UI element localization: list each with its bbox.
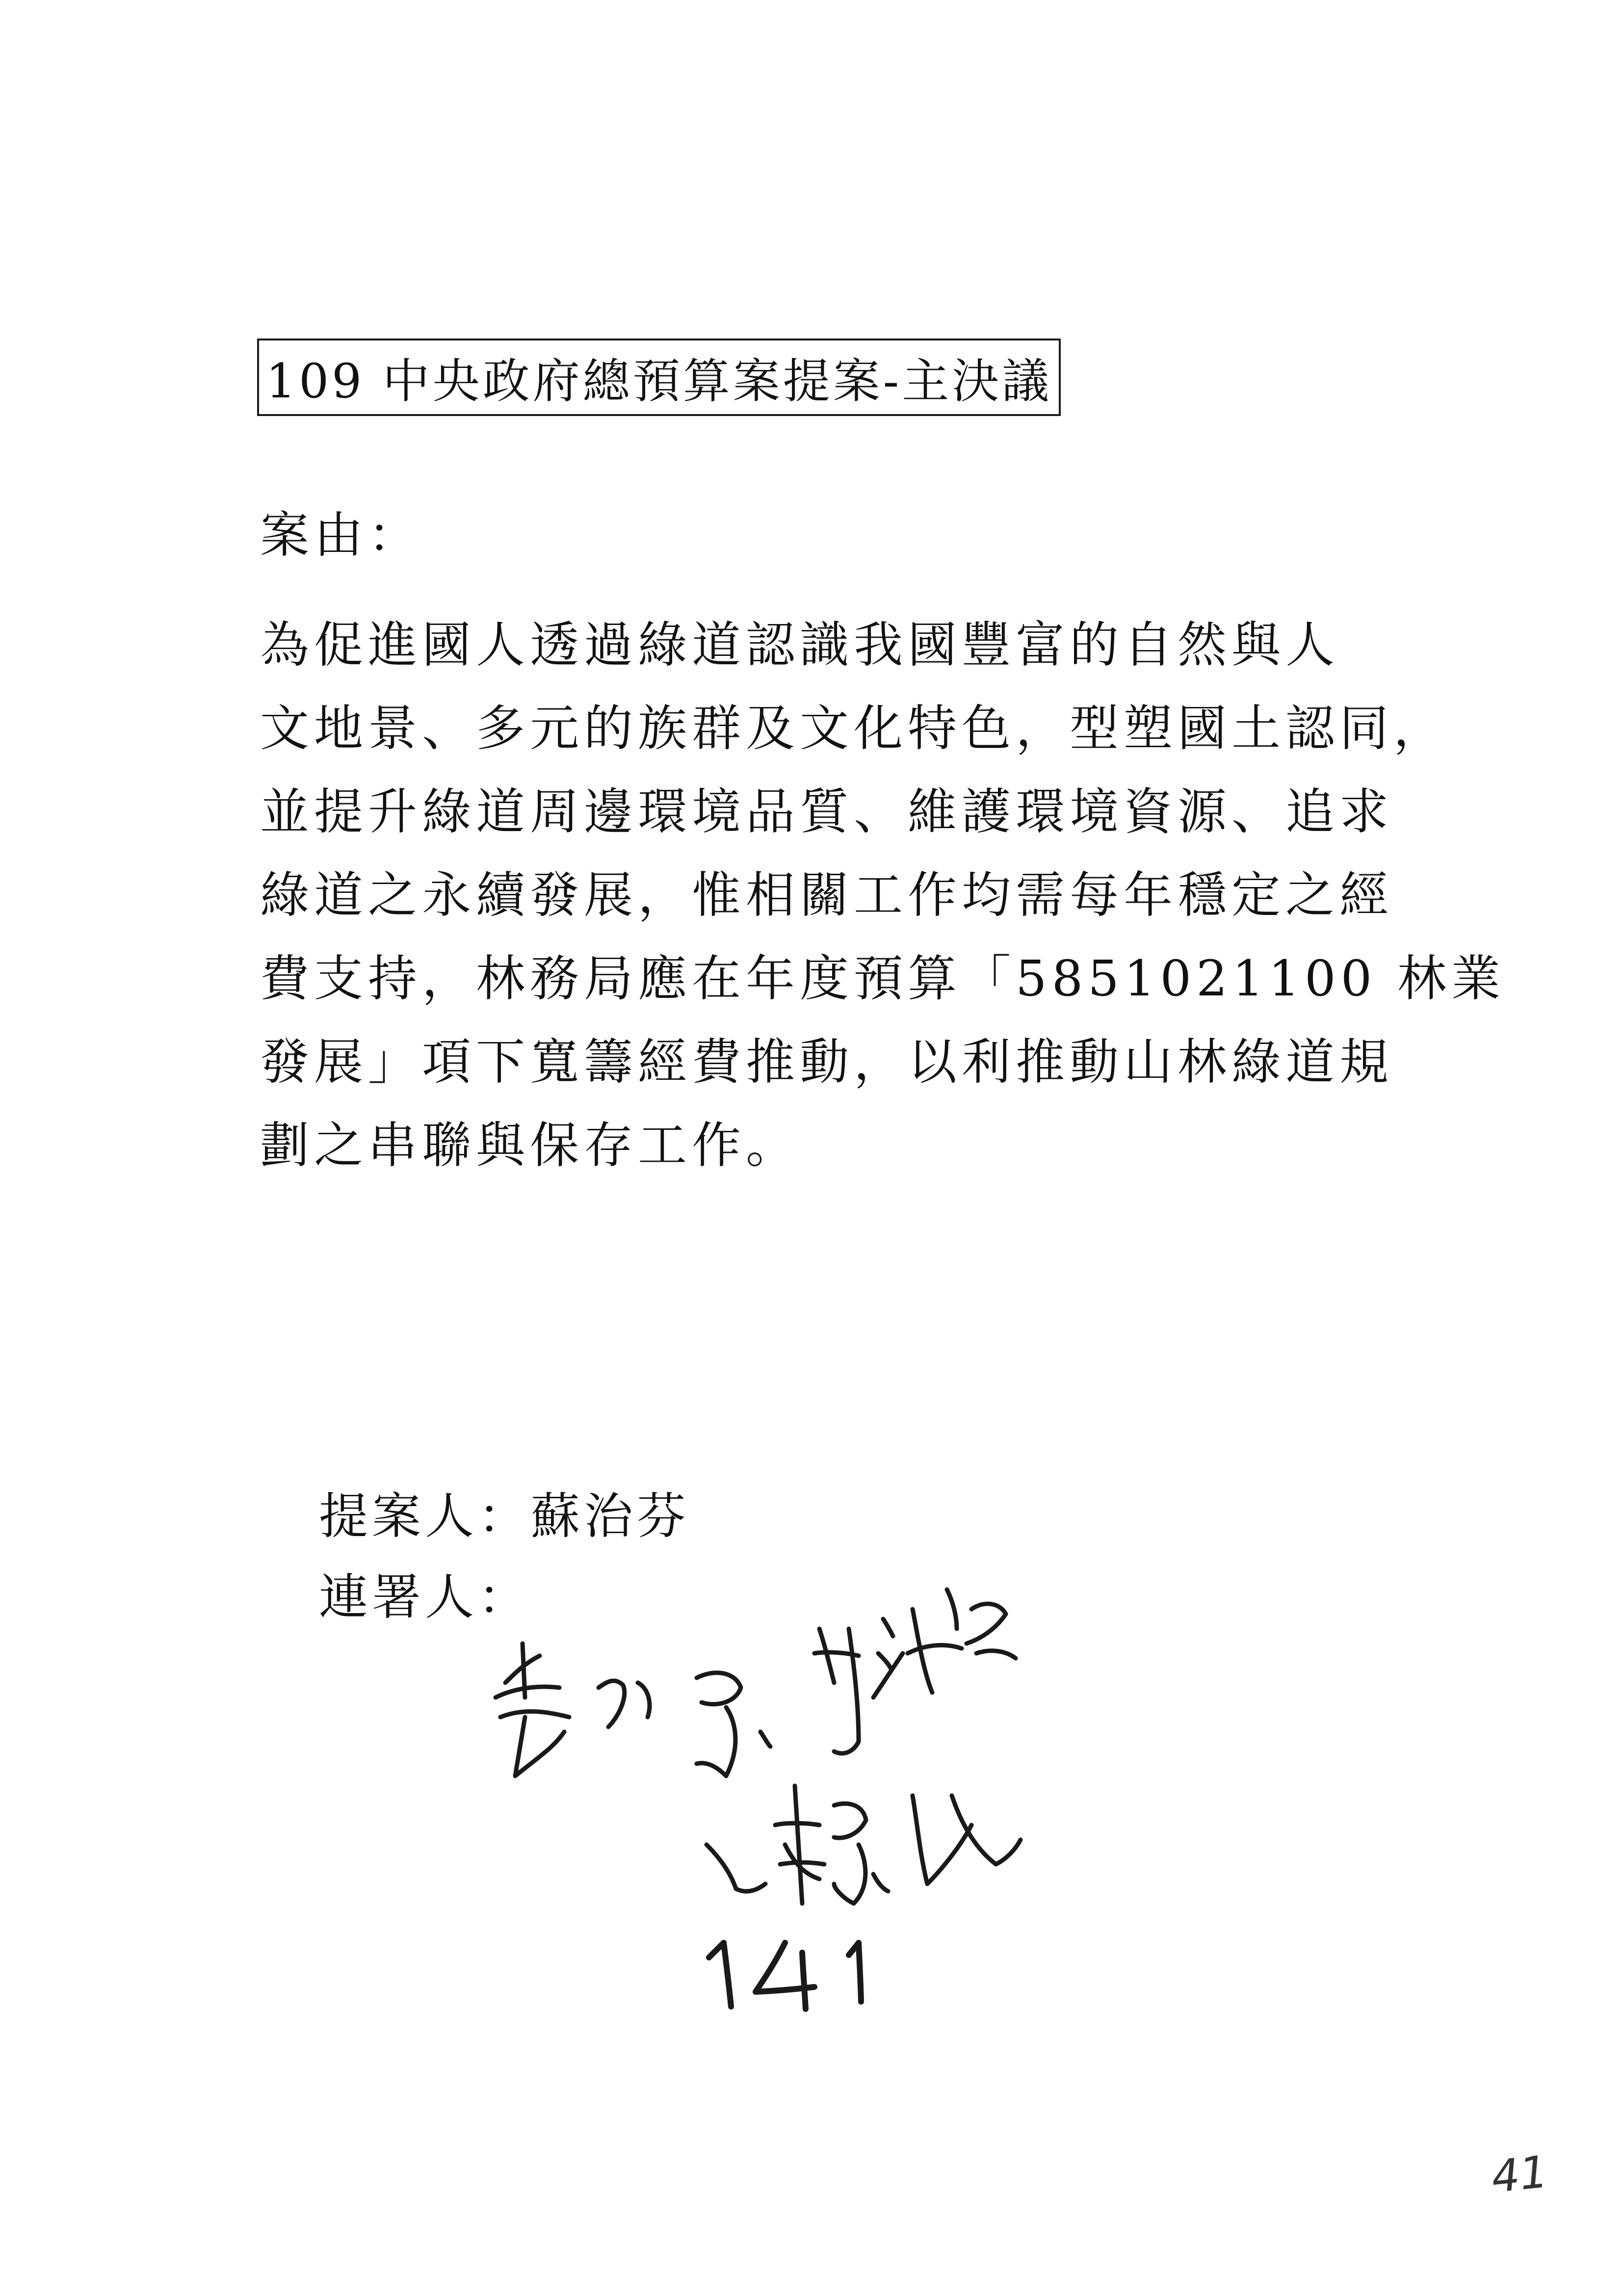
body-line: 並提升綠道周邊環境品質、維護環境資源、追求 [260, 783, 1393, 840]
signature-3 [707, 1786, 1021, 1904]
signature-2 [814, 1590, 1016, 1753]
body-line: 綠道之永續發展，惟相關工作均需每年穩定之經 [260, 866, 1393, 924]
proposer-line: 提案人：蘇治芬 [319, 1487, 690, 1545]
body-line: 劃之串聯與保存工作。 [260, 1117, 800, 1174]
document-title: 109 中央政府總預算案提案-主決議 [257, 339, 1061, 416]
reason-body [260, 603, 1506, 1187]
signature-1 [496, 1644, 770, 1776]
handwritten-number-141 [709, 1943, 861, 2009]
cosigner-label: 連署人： [319, 1568, 531, 1626]
body-line: 文地景、多元的族群及文化特色，型塑國土認同， [260, 700, 1447, 757]
page-number: 41 [1489, 2146, 1550, 2203]
body-line: 費支持，林務局應在年度預算「5851021100 林業 [260, 950, 1506, 1007]
body-line: 發展」項下寬籌經費推動，以利推動山林綠道規 [260, 1033, 1393, 1091]
body-line: 為促進國人透過綠道認識我國豐富的自然與人 [260, 616, 1339, 674]
handwritten-signatures [442, 1570, 1128, 2061]
reason-label: 案由： [260, 506, 422, 564]
